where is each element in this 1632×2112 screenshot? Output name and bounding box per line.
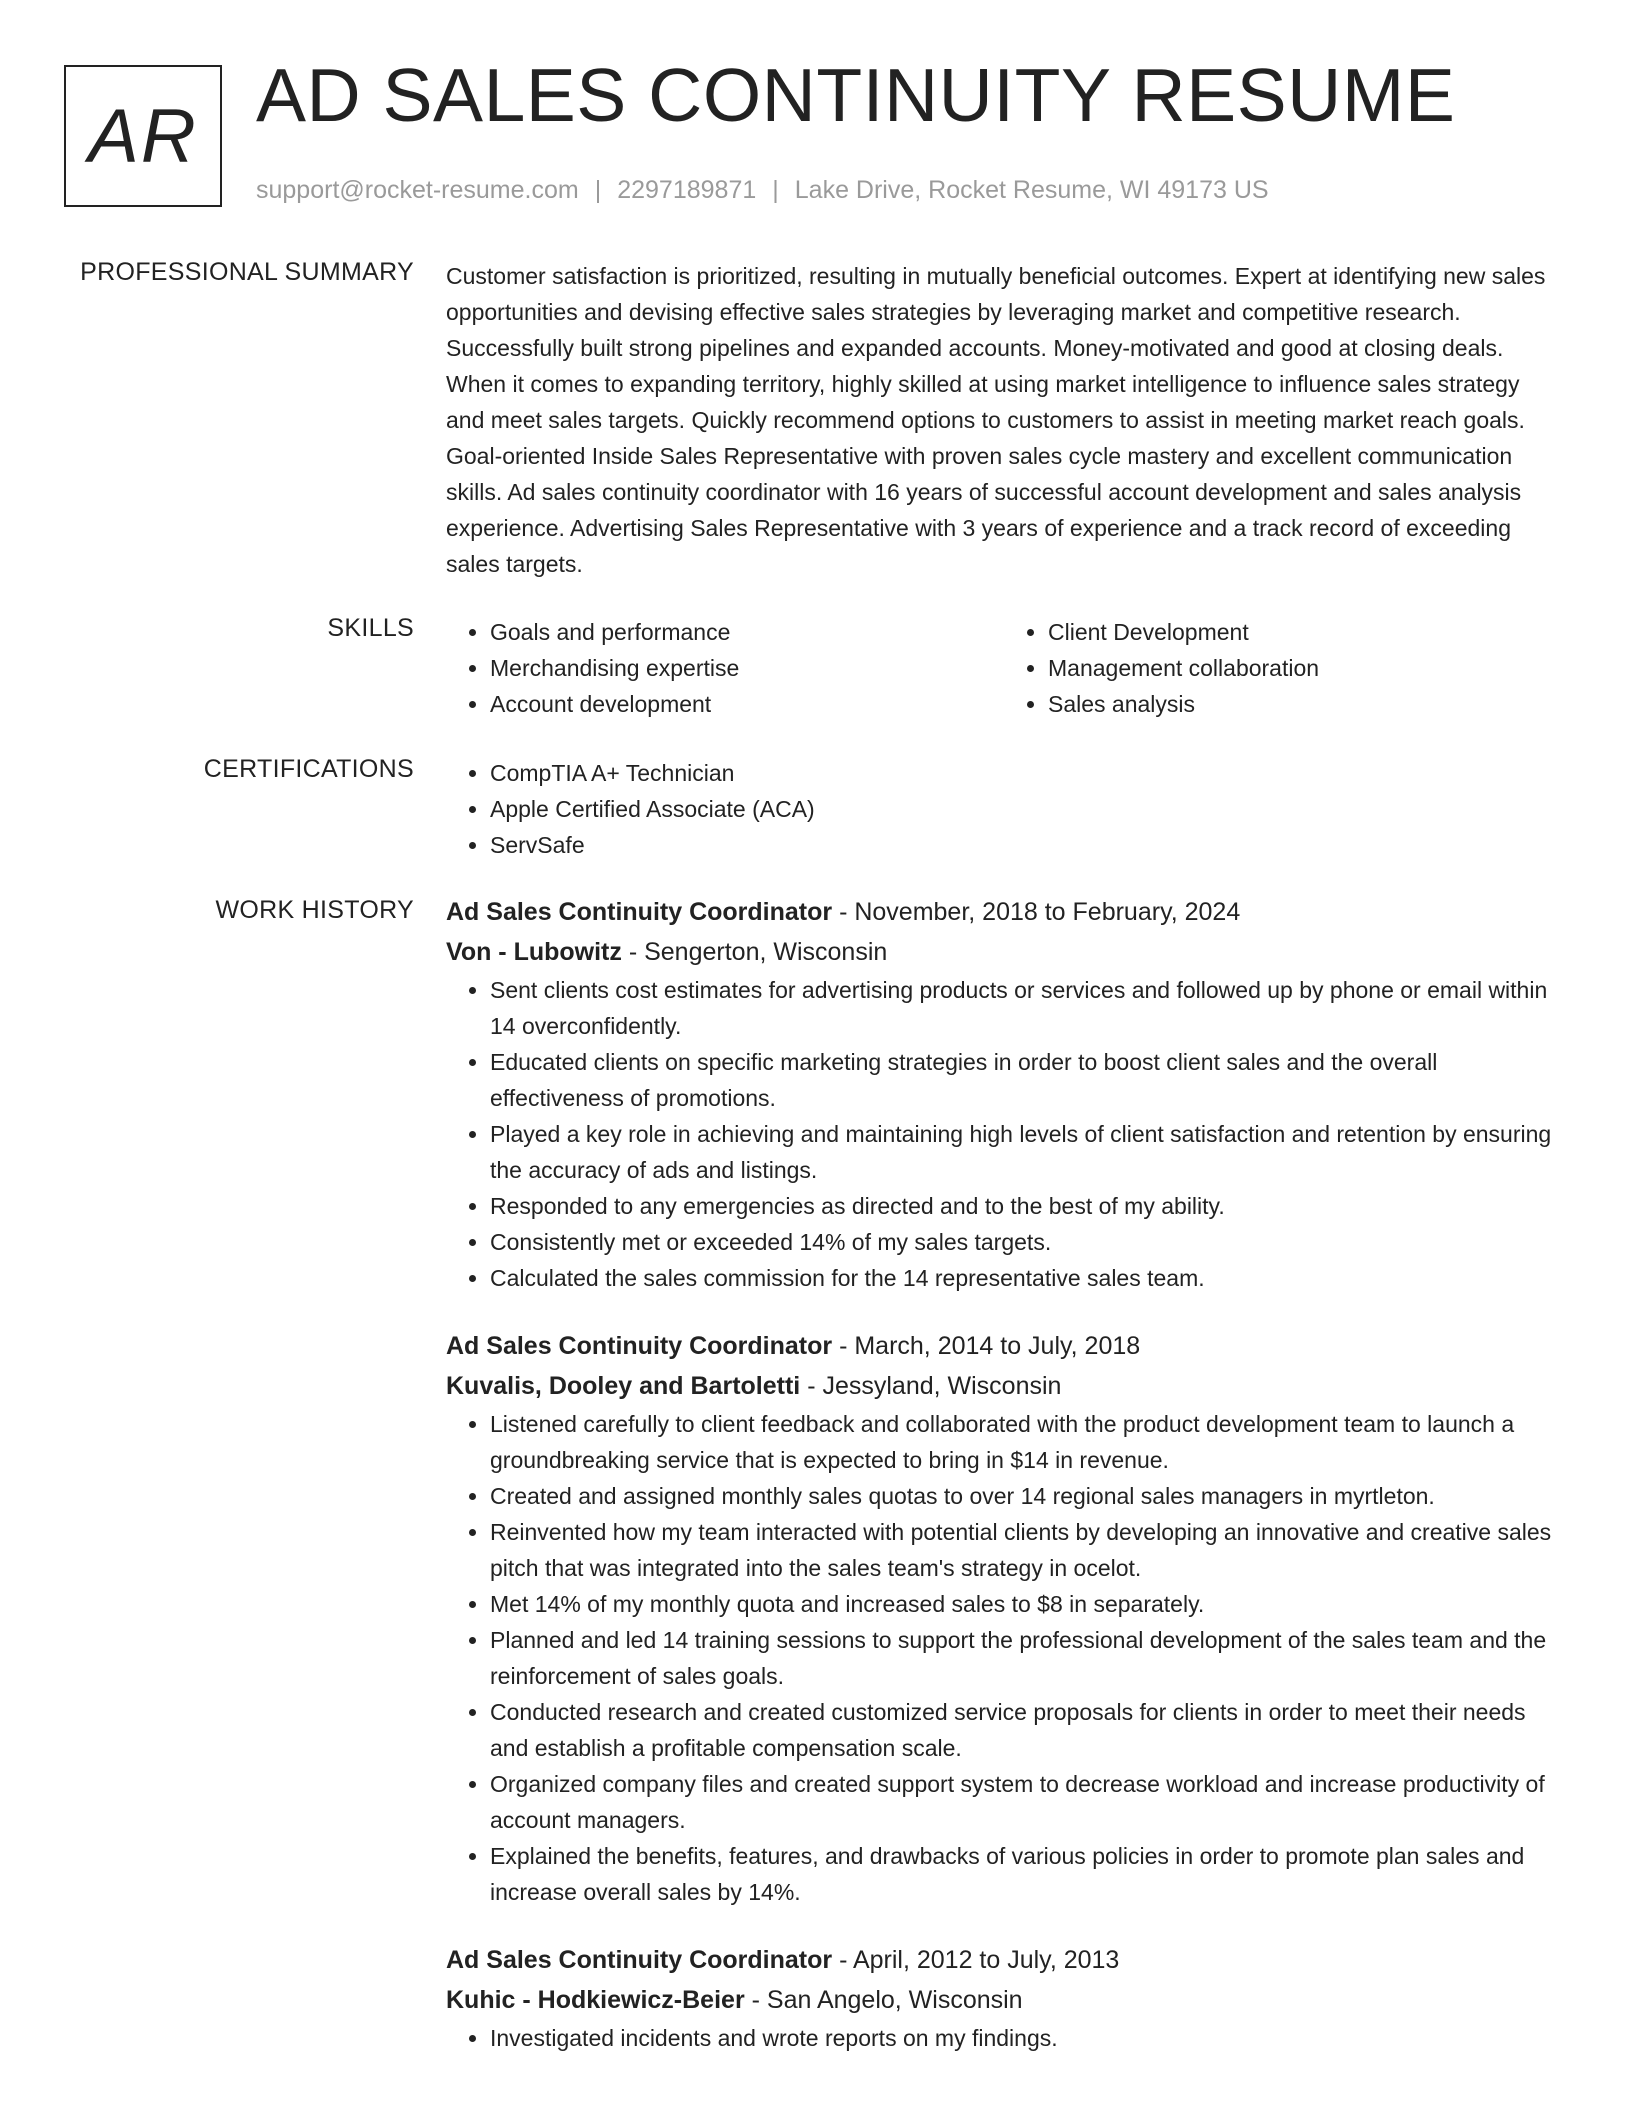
job-company-line bbox=[446, 1366, 1562, 1406]
job-bullet: • Explained the benefits, features, and drawbacks of various policies in order to promote plan sales and increase overall sales by 14%. bbox=[490, 1838, 1562, 1910]
job-company-line bbox=[446, 1980, 1562, 2020]
job-company: Von - Lubowitz bbox=[446, 938, 622, 966]
job-entry bbox=[446, 1326, 1562, 1910]
skill-item: • Account development bbox=[490, 686, 1004, 722]
summary-body bbox=[446, 258, 1562, 582]
job-bullet: • Responded to any emergencies as directed and to the best of my ability. bbox=[490, 1188, 1562, 1224]
job-title-line bbox=[446, 892, 1562, 932]
job-bullet: • Met 14% of my monthly quota and increased sales to $8 in separately. bbox=[490, 1586, 1562, 1622]
skill-item: • Sales analysis bbox=[1048, 686, 1562, 722]
job-entry bbox=[446, 1940, 1562, 2056]
job-company: Kuvalis, Dooley and Bartoletti bbox=[446, 1372, 801, 1400]
certifications-label: CERTIFICATIONS bbox=[203, 755, 414, 783]
job-title: Ad Sales Continuity Coordinator bbox=[446, 1946, 833, 1974]
job-bullet: • Sent clients cost estimates for advertising products or services and followed up by phone or email within 14 overconfidently. bbox=[490, 972, 1562, 1044]
contact-separator: | bbox=[594, 176, 602, 204]
work-history-body bbox=[446, 892, 1562, 2086]
contact-email[interactable]: support@rocket-resume.com bbox=[256, 176, 579, 204]
job-bullets bbox=[446, 2020, 1562, 2056]
job-company: Kuhic - Hodkiewicz-Beier bbox=[446, 1986, 745, 2014]
job-bullet: • Calculated the sales commission for the 14 representative sales team. bbox=[490, 1260, 1562, 1296]
job-dates: - November, 2018 to February, 2024 bbox=[832, 898, 1241, 926]
resume-title: AD SALES CONTINUITY RESUME bbox=[256, 53, 1456, 137]
job-company-line bbox=[446, 932, 1562, 972]
skills-label: SKILLS bbox=[327, 614, 414, 642]
job-title-line bbox=[446, 1940, 1562, 1980]
job-location: - Jessyland, Wisconsin bbox=[800, 1372, 1062, 1400]
job-bullet: • Listened carefully to client feedback and collaborated with the product development team to launch a groundbreaking service that is expected to bring in $14 in revenue. bbox=[490, 1406, 1562, 1478]
job-bullet: • Investigated incidents and wrote reports on my findings. bbox=[490, 2020, 1562, 2056]
certification-item: • CompTIA A+ Technician bbox=[490, 755, 1562, 791]
job-bullets bbox=[446, 972, 1562, 1296]
job-bullet: • Organized company files and created support system to decrease workload and increase productivity of account managers. bbox=[490, 1766, 1562, 1838]
certifications-list bbox=[446, 755, 1562, 863]
skills-body bbox=[446, 614, 1562, 722]
contact-separator: | bbox=[772, 176, 779, 204]
job-title: Ad Sales Continuity Coordinator bbox=[446, 1332, 833, 1360]
certification-item: • ServSafe bbox=[490, 827, 1562, 863]
job-dates: - April, 2012 to July, 2013 bbox=[832, 1946, 1120, 1974]
monogram: AR bbox=[64, 65, 222, 207]
job-bullet: • Conducted research and created customized service proposals for clients in order to meet their needs and establish a profitable compensation scale. bbox=[490, 1694, 1562, 1766]
job-location: - San Angelo, Wisconsin bbox=[744, 1986, 1023, 2014]
job-location: - Sengerton, Wisconsin bbox=[621, 938, 888, 966]
work-history-label: WORK HISTORY bbox=[215, 896, 414, 924]
summary-label: PROFESSIONAL SUMMARY bbox=[80, 258, 414, 286]
skill-item: • Client Development bbox=[1048, 614, 1562, 650]
job-bullet: • Educated clients on specific marketing strategies in order to boost client sales and the overall effectiveness of promotions. bbox=[490, 1044, 1562, 1116]
contact-address: Lake Drive, Rocket Resume, WI 49173 US bbox=[794, 176, 1269, 204]
skills-list-left bbox=[446, 614, 1004, 722]
job-title-line bbox=[446, 1326, 1562, 1366]
skill-item: • Goals and performance bbox=[490, 614, 1004, 650]
job-bullet: • Reinvented how my team interacted with potential clients by developing an innovative and creative sales pitch that was integrated into the sales team's strategy in ocelot. bbox=[490, 1514, 1562, 1586]
job-title: Ad Sales Continuity Coordinator bbox=[446, 898, 833, 926]
job-dates: - March, 2014 to July, 2018 bbox=[832, 1332, 1141, 1360]
contact-line bbox=[256, 176, 1269, 205]
job-bullet: • Played a key role in achieving and maintaining high levels of client satisfaction and retention by ensuring the accuracy of ads and listings. bbox=[490, 1116, 1562, 1188]
contact-phone[interactable]: 2297189871 bbox=[617, 176, 757, 204]
job-bullet: • Planned and led 14 training sessions to support the professional development of the sales team and the reinforcement of sales goals. bbox=[490, 1622, 1562, 1694]
job-entry bbox=[446, 892, 1562, 1296]
job-bullet: • Consistently met or exceeded 14% of my sales targets. bbox=[490, 1224, 1562, 1260]
skill-item: • Management collaboration bbox=[1048, 650, 1562, 686]
certification-item: • Apple Certified Associate (ACA) bbox=[490, 791, 1562, 827]
skills-list-right bbox=[1004, 614, 1562, 722]
summary-text: Customer satisfaction is prioritized, resulting in mutually beneficial outcomes. Expert at identifying new sales opportunities and devising effective sales strategies by leveraging market and competitive research. Successfully built strong pipelines and expanded accounts. Money-motivated and good at closing deals. When it comes to expanding territory, highly skilled at using market intelligence to influence sales strategy and meet sales targets. Quickly recommend options to customers to assist in meeting market reach goals. Goal-oriented Inside Sales Representative with proven sales cycle mastery and excellent communication skills. Ad sales continuity coordinator with 16 years of successful account development and sales analysis experience. Advertising Sales Representative with 3 years of experience and a track record of exceeding sales targets. bbox=[446, 263, 1546, 577]
job-bullet: • Created and assigned monthly sales quotas to over 14 regional sales managers in myrtleton. bbox=[490, 1478, 1562, 1514]
certifications-body bbox=[446, 755, 1562, 863]
skill-item: • Merchandising expertise bbox=[490, 650, 1004, 686]
job-bullets bbox=[446, 1406, 1562, 1910]
